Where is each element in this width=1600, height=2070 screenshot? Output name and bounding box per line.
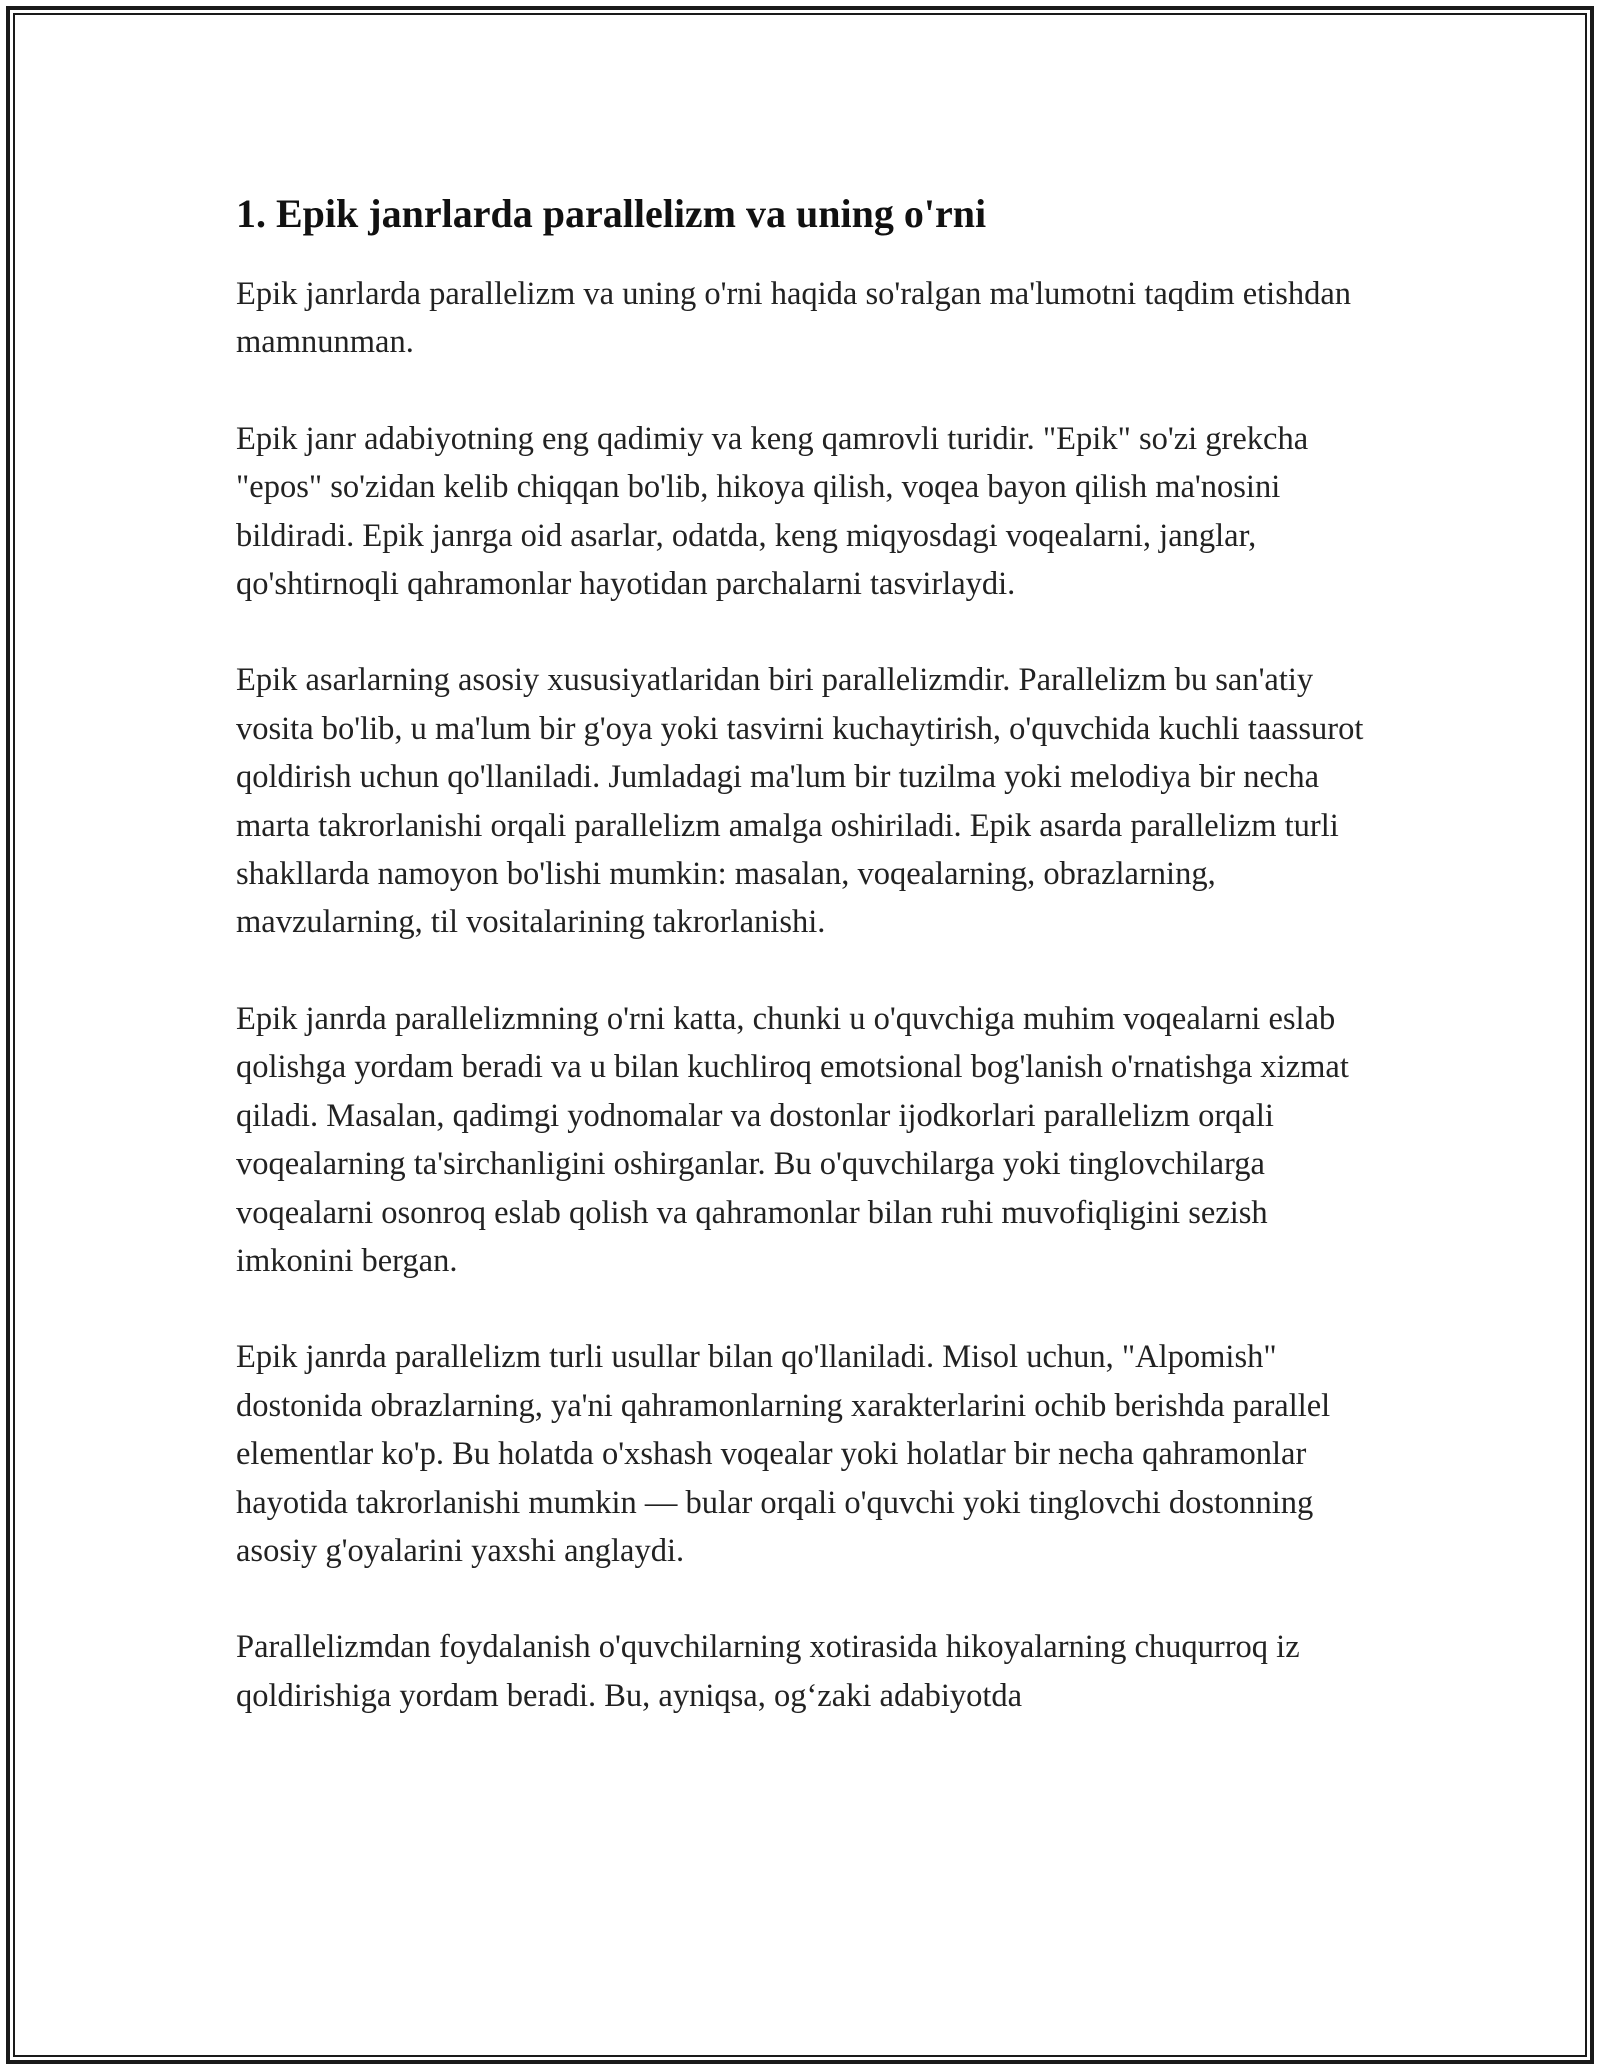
document-title: 1. Epik janrlarda parallelizm va uning o'rni [236, 191, 987, 236]
paragraph-parallelism-definition: Epik asarlarning asosiy xususiyatlaridan biri parallelizmdir. Parallelizm bu san'atiy vosita bo'lib, u ma'lum bir g'oya yoki tasvirni kuchaytirish, o'quvchida kuchli taassurot qoldirish uchun qo'llaniladi. Jumladagi ma'lum bir tuzilma yoki melodiya bir necha marta takrorlanishi orqali parallelizm amalga oshiriladi. Epik asarda parallelizm turli shakllarda namoyon bo'lishi mumkin: masalan, voqealarning, obrazlarning, mavzularning, til vositalarining takrorlanishi. [236, 662, 1364, 941]
paragraph-intro: Epik janrlarda parallelizm va uning o'rni haqida so'ralgan ma'lumotni taqdim etishdan mamnunman. [236, 276, 1352, 361]
paragraph-alpomish-example: Epik janrda parallelizm turli usullar bilan qo'llaniladi. Misol uchun, "Alpomish" dostonida obrazlarning, ya'ni qahramonlarning xarakterlarini ochib berishda parallel elementlar ko'p. Bu holatda o'xshash voqealar yoki holatlar bir necha qahramonlar hayotida takrorlanishi mumkin — bular orqali o'quvchi yoki tinglovchi dostonning asosiy g'oyalarini yaxshi anglaydi. [236, 1339, 1331, 1569]
paragraph-memory-effect: Parallelizmdan foydalanish o'quvchilarning xotirasida hikoyalarning chuqurroq iz qoldirishiga yordam beradi. Bu, ayniqsa, og‘zaki adabiyotda [236, 1629, 1300, 1714]
paragraph-epic-genre: Epik janr adabiyotning eng qadimiy va keng qamrovli turidir. "Epik" so'zi grekcha "epos" so'zidan kelib chiqqan bo'lib, hikoya qilish, voqea bayon qilish ma'nosini bildiradi. Epik janrga oid asarlar, odatda, keng miqyosdagi voqealarni, janglar, qo'shtirnoqli qahramonlar hayotidan parchalarni tasvirlaydi. [236, 420, 1309, 603]
document-body [236, 186, 1376, 1768]
paragraph-parallelism-role: Epik janrda parallelizmning o'rni katta, chunki u o'quvchiga muhim voqealarni eslab qolishga yordam beradi va u bilan kuchliroq emotsional bog'lanish o'rnatishga xizmat qiladi. Masalan, qadimgi yodnomalar va dostonlar ijodkorlari parallelizm orqali voqealarning ta'sirchanligini oshirganlar. Bu o'quvchilarga yoki tinglovchilarga voqealarni osonroq eslab qolish va qahramonlar bilan ruhi muvofiqligini sezish imkonini bergan. [236, 1000, 1349, 1279]
